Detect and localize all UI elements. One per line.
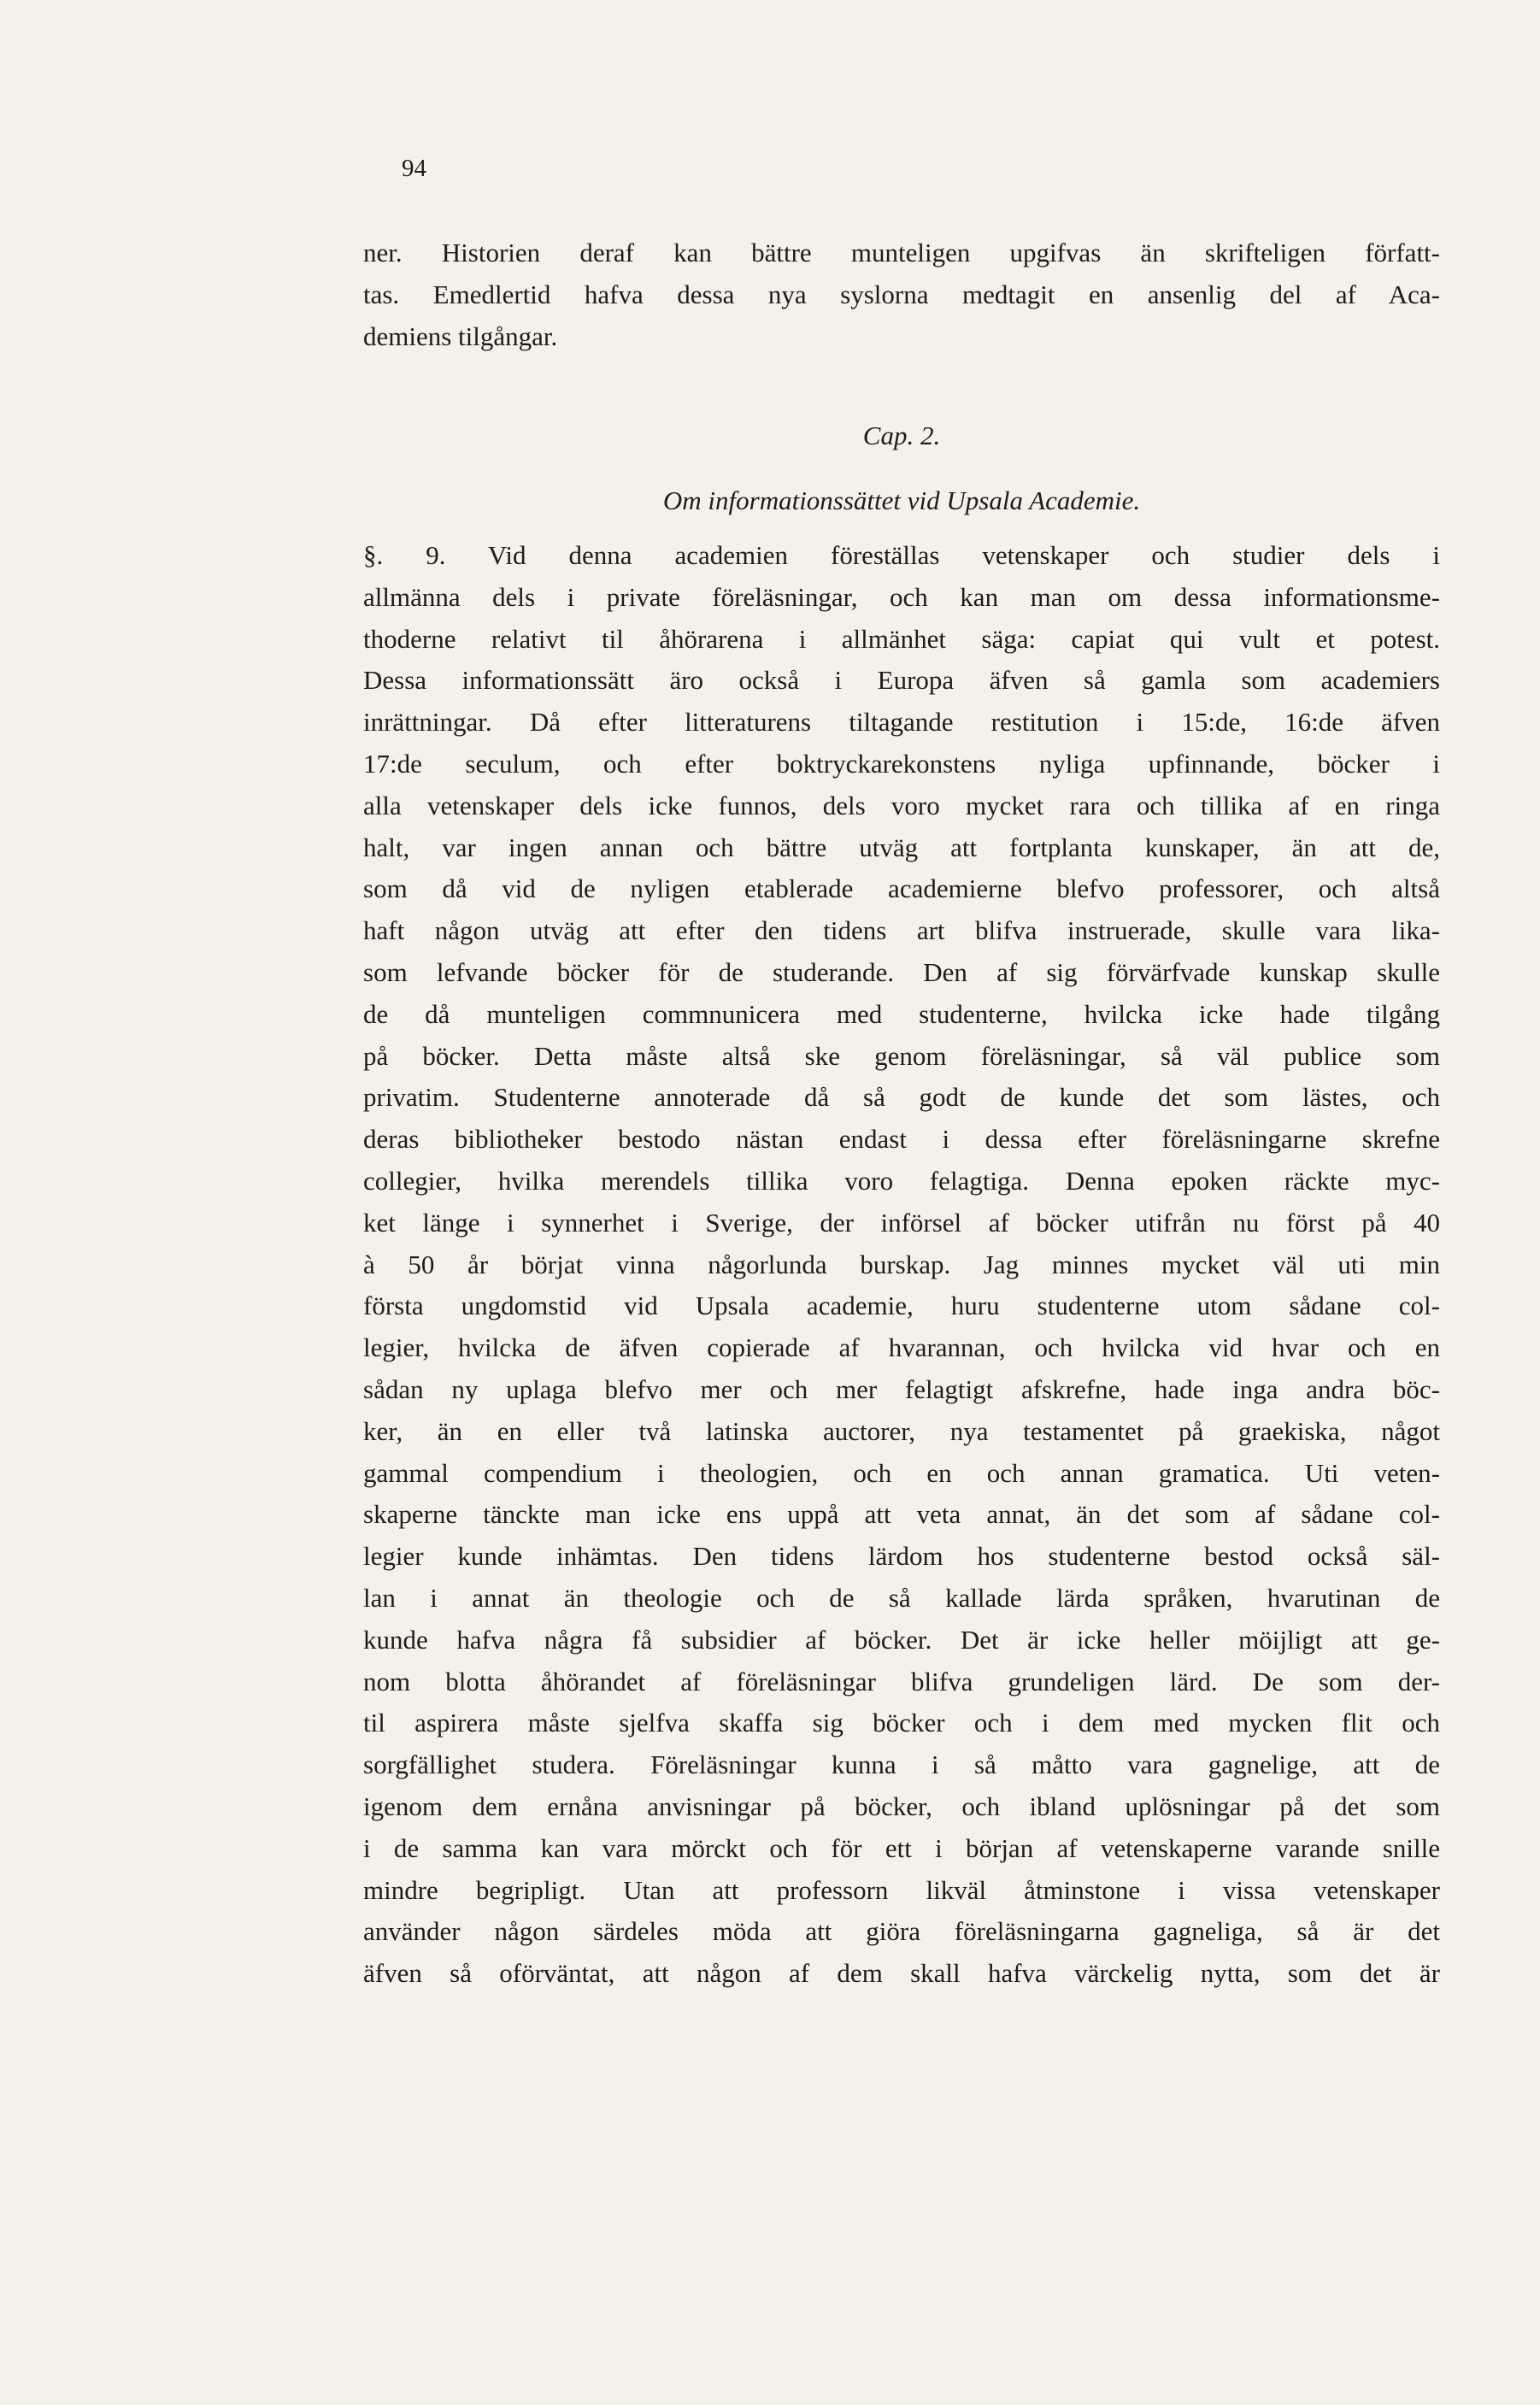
text-line: tas. Emedlertid hafva dessa nya syslorna medtagit en ansenlig del af Aca- [363,279,1440,309]
text-line: §. 9. Vid denna academien föreställas vetenskaper och studier dels i [363,540,1440,570]
text-line: första ungdomstid vid Upsala academie, huru studenterne utom sådane col- [363,1291,1440,1321]
text-line: som då vid de nyligen etablerade academierne blefvo professorer, och altså [363,873,1440,904]
text-line: kunde hafva några få subsidier af böcker. Det är icke heller möijligt att ge- [363,1624,1440,1655]
text-line: nom blotta åhörandet af föreläsningar blifva grundeligen lärd. De som der- [363,1666,1440,1696]
text-line: legier, hvilcka de äfven copierade af hvarannan, och hvilcka vid hvar och en [363,1332,1440,1363]
text-line: Dessa informationssätt äro också i Europa äfven så gamla som academiers [363,665,1440,696]
text-line: som lefvande böcker för de studerande. Den af sig förvärfvade kunskap skulle [363,956,1440,987]
intro-paragraph [363,232,1440,357]
text-line: halt, var ingen annan och bättre utväg att fortplanta kunskaper, än att de, [363,832,1440,862]
text-line: collegier, hvilka merendels tillika voro felagtiga. Denna epoken räckte myc- [363,1165,1440,1196]
text-line: inrättningar. Då efter litteraturens tiltagande restitution i 15:de, 16:de äfven [363,707,1440,738]
text-line: demiens tilgångar. [363,320,558,351]
text-line: i de samma kan vara mörckt och för ett i början af vetenskaperne varande snille [363,1832,1440,1863]
text-line: sorgfällighet studera. Föreläsningar kunna i så måtto vara gagnelige, att de [363,1749,1440,1780]
text-line: igenom dem ernåna anvisningar på böcker, och ibland uplösningar på det som [363,1791,1440,1821]
text-line: på böcker. Detta måste altså ske genom föreläsningar, så väl publice som [363,1040,1440,1071]
text-line: deras bibliotheker bestodo nästan endast i dessa efter föreläsningarne skrefne [363,1124,1440,1155]
text-line: 17:de seculum, och efter boktryckarekonstens nyliga upfinnande, böcker i [363,748,1440,779]
text-line: ket länge i synnerhet i Sverige, der införsel af böcker utifrån nu först på 40 [363,1207,1440,1238]
text-line: använder någon särdeles möda att giöra föreläsningarna gagneliga, så är det [363,1916,1440,1947]
page-number: 94 [402,155,426,182]
text-line: til aspirera måste sjelfva skaffa sig böcker och i dem med mycken flit och [363,1708,1440,1738]
text-line: legier kunde inhämtas. Den tidens lärdom hos studenterne bestod också säl- [363,1541,1440,1572]
text-line: ker, än en eller två latinska auctorer, nya testamentet på graekiska, något [363,1415,1440,1446]
chapter-heading: Cap. 2. [862,420,941,450]
text-line: allmänna dels i private föreläsningar, och kan man om dessa informationsme- [363,581,1440,612]
text-line: à 50 år börjat vinna någorlunda burskap. Jag minnes mycket väl uti min [363,1249,1440,1279]
text-line: lan i annat än theologie och de så kallade lärda språken, hvarutinan de [363,1582,1440,1613]
text-line: de då munteligen commnunicera med studenterne, hvilcka icke hade tilgång [363,998,1440,1029]
text-line: alla vetenskaper dels icke funnos, dels voro mycket rara och tillika af en ringa [363,790,1440,820]
text-line: haft någon utväg att efter den tidens art blifva instruerade, skulle vara lika- [363,915,1440,946]
text-line: gammal compendium i theologien, och en och annan gramatica. Uti veten- [363,1457,1440,1488]
main-paragraph [363,535,1440,1995]
text-line: sådan ny uplaga blefvo mer och mer felagtigt afskrefne, hade inga andra böc- [363,1373,1440,1404]
text-line: privatim. Studenterne annoterade då så godt de kunde det som lästes, och [363,1082,1440,1113]
text-line: skaperne tänckte man icke ens uppå att veta annat, än det som af sådane col- [363,1499,1440,1530]
text-line: thoderne relativt til åhörarena i allmänhet säga: capiat qui vult et potest. [363,623,1440,654]
text-line: mindre begripligt. Utan att professorn likväl åtminstone i vissa vetenskaper [363,1874,1440,1905]
text-line: ner. Historien deraf kan bättre munteligen upgifvas än skrifteligen författ- [363,238,1440,268]
chapter-title: Om informationssättet vid Upsala Academie. [662,485,1141,515]
text-line: äfven så oförväntat, att någon af dem skall hafva värckelig nytta, som det är [363,1958,1440,1989]
